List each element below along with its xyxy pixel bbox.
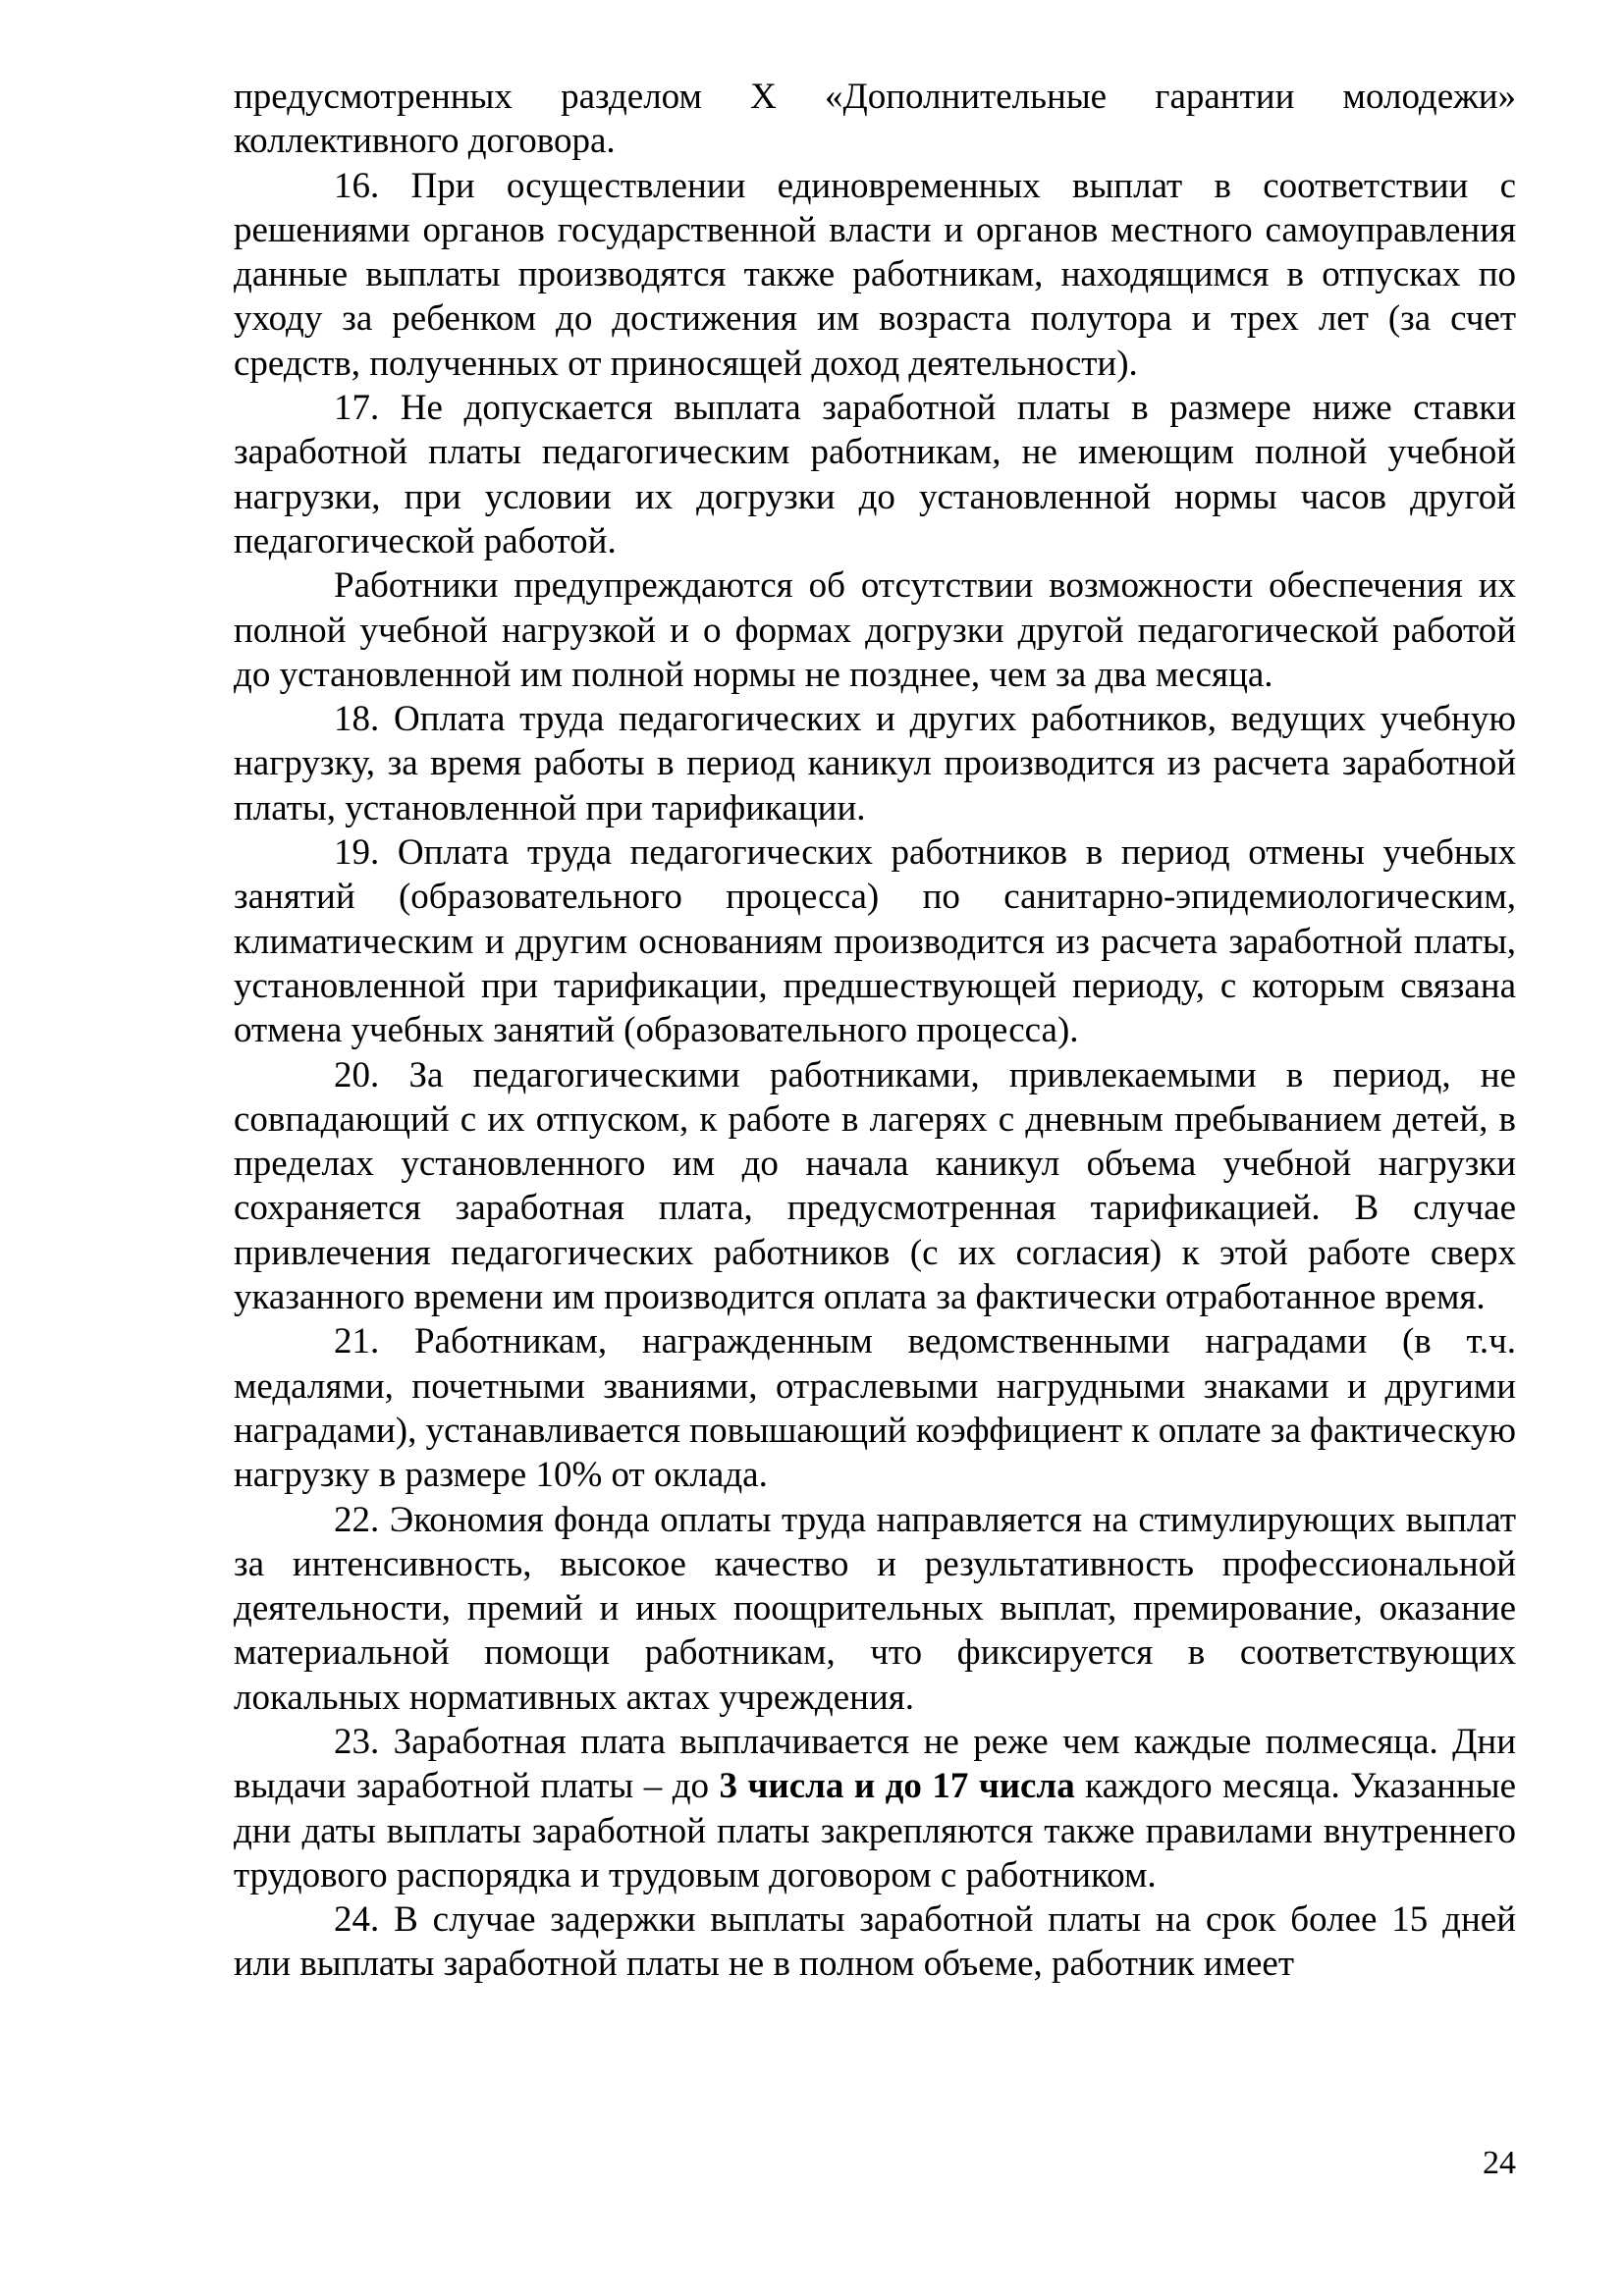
paragraph-item-17-note	[234, 563, 1516, 697]
paragraph-text: 19. Оплата труда педагогических работников в период отмены учебных занятий (образовательного процесса) по санитарно-эпидемиологическим, климатическим и другим основаниям производится из расчета заработной платы, установленной при тарификации, предшествующей периоду, с которым связана отмена учебных занятий (образовательного процесса).	[234, 832, 1516, 1051]
paragraph-item-18	[234, 697, 1516, 830]
paragraph-text: 18. Оплата труда педагогических и других работников, ведущих учебную нагрузку, за время работы в период каникул производится из расчета заработной платы, установленной при тарификации.	[234, 699, 1516, 828]
paragraph-text: 20. За педагогическими работниками, привлекаемыми в период, не совпадающий с их отпуском, к работе в лагерях с дневным пребыванием детей, в пределах установленного им до начала каникул объема учебной нагрузки сохраняется заработная плата, предусмотренная тарификацией. В случае привлечения педагогических работников (с их согласия) к этой работе сверх указанного времени им производится оплата за фактически отработанное время.	[234, 1054, 1516, 1318]
paragraph-item-16	[234, 164, 1516, 386]
paragraph-text: 24. В случае задержки выплаты заработной платы на срок более 15 дней или выплаты заработной платы не в полном объеме, работник имеет	[234, 1899, 1516, 1985]
paragraph-item-23	[234, 1720, 1516, 1897]
paragraph-text: 17. Не допускается выплата заработной платы в размере ниже ставки заработной платы педагогическим работникам, не имеющим полной учебной нагрузки, при условии их догрузки до установленной нормы часов другой педагогической работой.	[234, 388, 1516, 561]
paragraph-text: 16. При осуществлении единовременных выплат в соответствии с решениями органов государственной власти и органов местного самоуправления данные выплаты производятся также работникам, находящимся в отпусках по уходу за ребенком до достижения им возраста полутора и трех лет (за счет средств, полученных от приносящей доход деятельности).	[234, 165, 1516, 384]
paragraph-item-22	[234, 1498, 1516, 1720]
payment-days-bold: 3 числа и до 17 числа	[719, 1766, 1075, 1807]
document-body	[234, 75, 1516, 1987]
paragraph-text: Работники предупреждаются об отсутствии возможности обеспечения их полной учебной нагрузкой и о формах догрузки другой педагогической работой до установленной им полной нормы не позднее, чем за два месяца.	[234, 565, 1516, 695]
page-number: 24	[1483, 2145, 1516, 2181]
paragraph-continuation	[234, 75, 1516, 164]
paragraph-item-24	[234, 1897, 1516, 1987]
paragraph-text: 22. Экономия фонда оплаты труда направляется на стимулирующих выплат за интенсивность, высокое качество и результативность профессиональной деятельности, премий и иных поощрительных выплат, премирование, оказание материальной помощи работникам, что фиксируется в соответствующих локальных нормативных актах учреждения.	[234, 1499, 1516, 1718]
paragraph-item-21	[234, 1319, 1516, 1497]
paragraph-text: предусмотренных разделом X «Дополнительные гарантии молодежи» коллективного договора.	[234, 77, 1516, 162]
paragraph-item-20	[234, 1053, 1516, 1320]
paragraph-text: 23. Заработная плата выплачивается не реже чем каждые полмесяца. Дни выдачи заработной платы – до	[234, 1721, 1516, 1807]
paragraph-item-19	[234, 830, 1516, 1052]
paragraph-text: 21. Работникам, награжденным ведомственными наградами (в т.ч. медалями, почетными званиями, отраслевыми нагрудными знаками и другими наградами), устанавливается повышающий коэффициент к оплате за фактическую нагрузку в размере 10% от оклада.	[234, 1321, 1516, 1496]
paragraph-item-17	[234, 386, 1516, 563]
paragraph-text: каждого месяца. Указанные дни даты выплаты заработной платы закрепляются также правилами внутреннего трудового распорядка и трудовым договором с работником.	[234, 1766, 1516, 1896]
